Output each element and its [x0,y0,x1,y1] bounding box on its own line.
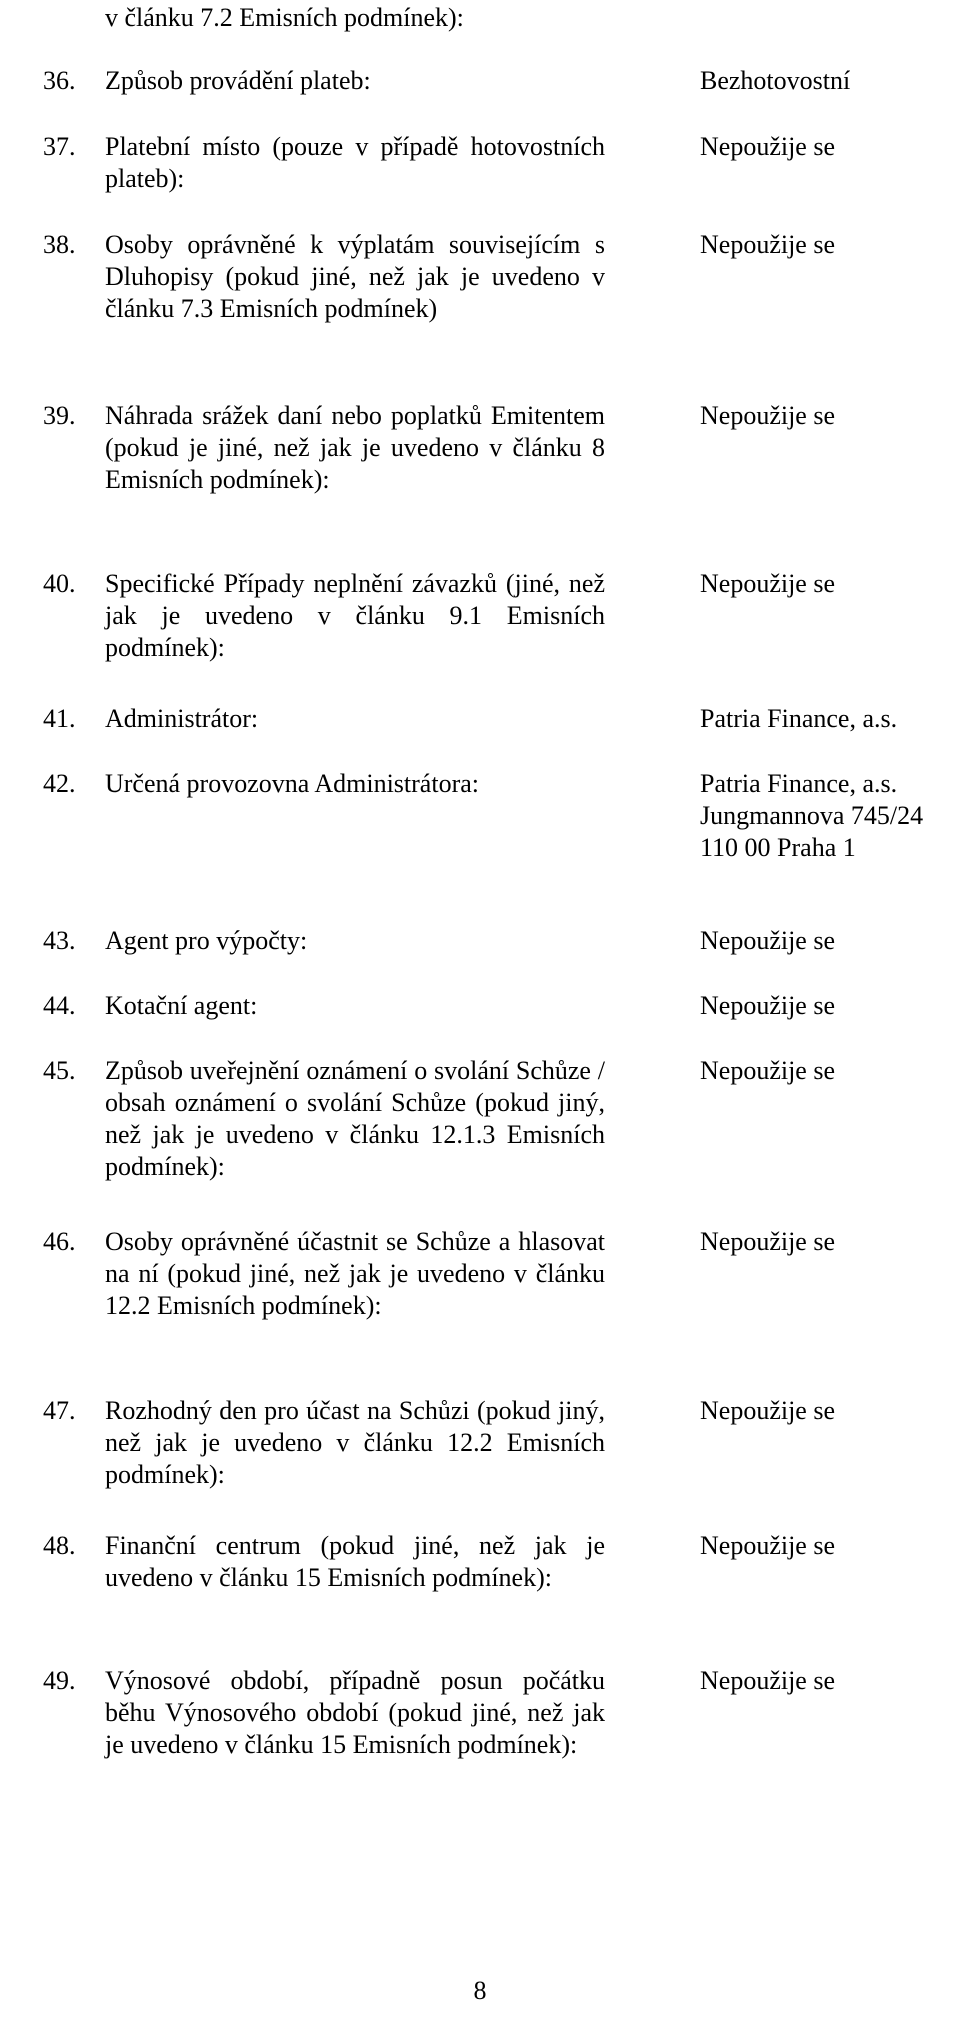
item-label: Způsob uveřejnění oznámení o svolání Schůze / obsah oznámení o svolání Schůze (pokud jiný, než jak je uvedeno v článku 12.1.3 Emisních podmínek): [105,1056,605,1181]
item-label: Finanční centrum (pokud jiné, než jak je uvedeno v článku 15 Emisních podmínek): [105,1531,605,1592]
item-value: Nepoužije se [700,1396,836,1425]
item-number: 39. [43,401,76,430]
item-value: Nepoužije se [700,569,836,598]
item-number: 47. [43,1396,76,1425]
item-value: Nepoužije se [700,991,836,1020]
item-number: 42. [43,769,76,798]
item-number: 40. [43,569,76,598]
item-label: Kotační agent: [105,991,258,1020]
item-label: Osoby oprávněné účastnit se Schůze a hlasovat na ní (pokud jiné, než jak je uvedeno v článku 12.2 Emisních podmínek): [105,1227,605,1320]
item-value: Nepoužije se [700,230,836,259]
item-value-block [700,768,945,864]
item-number: 45. [43,1056,76,1085]
item-label: Specifické Případy neplnění závazků (jiné, než jak je uvedeno v článku 9.1 Emisních podmínek): [105,569,605,662]
item-label: Administrátor: [105,704,259,733]
item-label: Platební místo (pouze v případě hotovostních plateb): [105,132,605,193]
item-value: Nepoužije se [700,1227,836,1256]
item-number: 43. [43,926,76,955]
item-label: Výnosové období, případně posun počátku běhu Výnosového období (pokud jiné, než jak je uvedeno v článku 15 Emisních podmínek): [105,1666,605,1759]
administrator-name: Patria Finance, a.s. [700,769,898,798]
item-value: Nepoužije se [700,1056,836,1085]
administrator-city: 110 00 Praha 1 [700,833,856,862]
item-label: Osoby oprávněné k výplatám souvisejícím s Dluhopisy (pokud jiné, než jak je uvedeno v článku 7.3 Emisních podmínek) [105,230,605,323]
item-number: 46. [43,1227,76,1256]
continued-text: v článku 7.2 Emisních podmínek): [105,3,464,32]
item-value: Nepoužije se [700,1531,836,1560]
item-label: Rozhodný den pro účast na Schůzi (pokud jiný, než jak je uvedeno v článku 12.2 Emisních podmínek): [105,1396,605,1489]
item-number: 36. [43,66,76,95]
item-value: Patria Finance, a.s. [700,704,898,733]
item-label: Náhrada srážek daní nebo poplatků Emitentem (pokud je jiné, než jak je uvedeno v článku 8 Emisních podmínek): [105,401,605,494]
page-number: 8 [473,1976,487,2005]
item-number: 48. [43,1531,76,1560]
item-value: Nepoužije se [700,401,836,430]
item-value: Nepoužije se [700,1666,836,1695]
item-value: Nepoužije se [700,132,836,161]
item-number: 37. [43,132,76,161]
item-value: Bezhotovostní [700,66,851,95]
item-number: 41. [43,704,76,733]
item-number: 49. [43,1666,76,1695]
item-number: 44. [43,991,76,1020]
item-label: Agent pro výpočty: [105,926,308,955]
item-value: Nepoužije se [700,926,836,955]
item-label: Určená provozovna Administrátora: [105,769,479,798]
item-label: Způsob provádění plateb: [105,66,371,95]
item-number: 38. [43,230,76,259]
administrator-street: Jungmannova 745/24 [700,801,924,830]
